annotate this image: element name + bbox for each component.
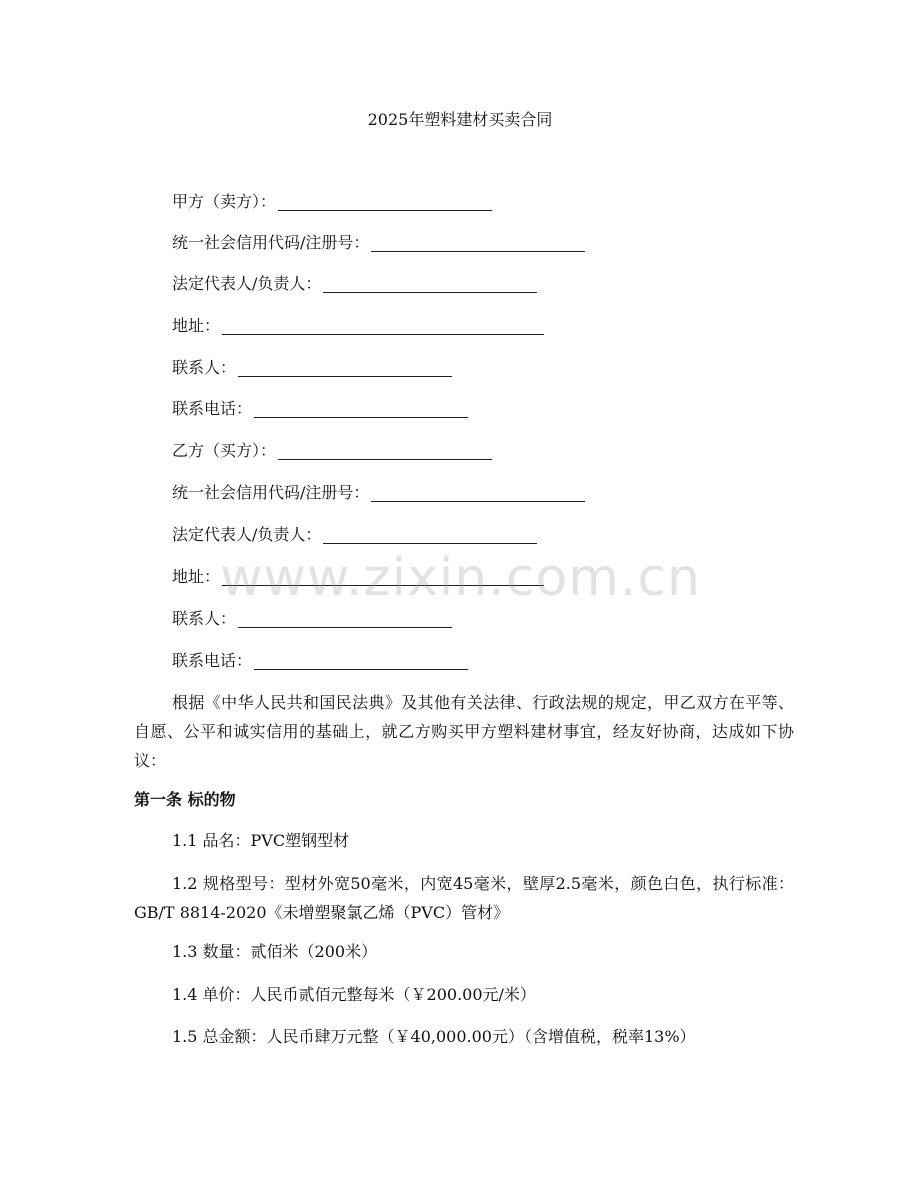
party-a-credit-code-label: 统一社会信用代码/注册号：	[172, 233, 370, 252]
party-b-legal-rep-field	[172, 523, 537, 547]
party-a-contact-field	[172, 356, 452, 380]
clause-1-5: 1.5 总金额：人民币肆万元整（￥40,000.00元）（含增值税，税率13%）	[172, 1027, 696, 1046]
party-a-address-blank	[222, 314, 544, 335]
party-b-credit-code-blank	[371, 481, 585, 502]
party-a-credit-code-field	[172, 231, 585, 255]
party-b-contact-field	[172, 607, 452, 631]
party-a-phone-label: 联系电话：	[172, 399, 253, 418]
party-a-address-label: 地址：	[172, 316, 221, 335]
site-watermark: www.zixin.com.cn	[220, 548, 701, 608]
party-b-contact-label: 联系人：	[172, 609, 237, 628]
party-b-address-field	[172, 565, 544, 589]
party-a-legal-rep-field	[172, 272, 537, 296]
clause-1-2: 1.2 规格型号：型材外宽50毫米，内宽45毫米，壁厚2.5毫米，颜色白色，执行标准：GB/T 8814-2020《未增塑聚氯乙烯（PVC）管材》	[134, 874, 794, 922]
party-b-legal-rep-blank	[323, 523, 537, 544]
party-a-contact-blank	[238, 356, 452, 377]
article-1-heading: 第一条 标的物	[134, 790, 236, 809]
clause-1-3: 1.3 数量：贰佰米（200米）	[172, 942, 378, 961]
party-a-legal-rep-label: 法定代表人/负责人：	[172, 274, 322, 293]
party-b-legal-rep-label: 法定代表人/负责人：	[172, 525, 322, 544]
party-b-credit-code-label: 统一社会信用代码/注册号：	[172, 483, 370, 502]
party-b-address-blank	[222, 565, 544, 586]
party-a-credit-code-blank	[371, 231, 585, 252]
clause-1-4: 1.4 单价：人民币贰佰元整每米（￥200.00元/米）	[172, 985, 536, 1004]
party-b-name-field	[172, 439, 492, 463]
party-a-phone-blank	[254, 397, 468, 418]
party-a-address-field	[172, 314, 544, 338]
party-a-name-field	[172, 190, 492, 214]
party-b-address-label: 地址：	[172, 567, 221, 586]
party-b-name-blank	[278, 439, 492, 460]
party-b-credit-code-field	[172, 481, 585, 505]
party-a-phone-field	[172, 397, 468, 421]
preamble-paragraph: 根据《中华人民共和国民法典》及其他有关法律、行政法规的规定，甲乙双方在平等、自愿、公平和诚实信用的基础上，就乙方购买甲方塑料建材事宜，经友好协商，达成如下协议：	[134, 693, 794, 770]
party-a-name-label: 甲方（卖方）：	[172, 192, 277, 211]
party-a-legal-rep-blank	[323, 272, 537, 293]
party-b-name-label: 乙方（买方）：	[172, 441, 277, 460]
document-title: 2025年塑料建材买卖合同	[367, 110, 553, 129]
party-b-phone-label: 联系电话：	[172, 651, 253, 670]
clause-1-1: 1.1 品名：PVC塑钢型材	[172, 831, 350, 850]
party-b-phone-blank	[254, 649, 468, 670]
party-b-contact-blank	[238, 607, 452, 628]
party-a-name-blank	[278, 190, 492, 211]
party-b-phone-field	[172, 649, 468, 673]
party-a-contact-label: 联系人：	[172, 358, 237, 377]
